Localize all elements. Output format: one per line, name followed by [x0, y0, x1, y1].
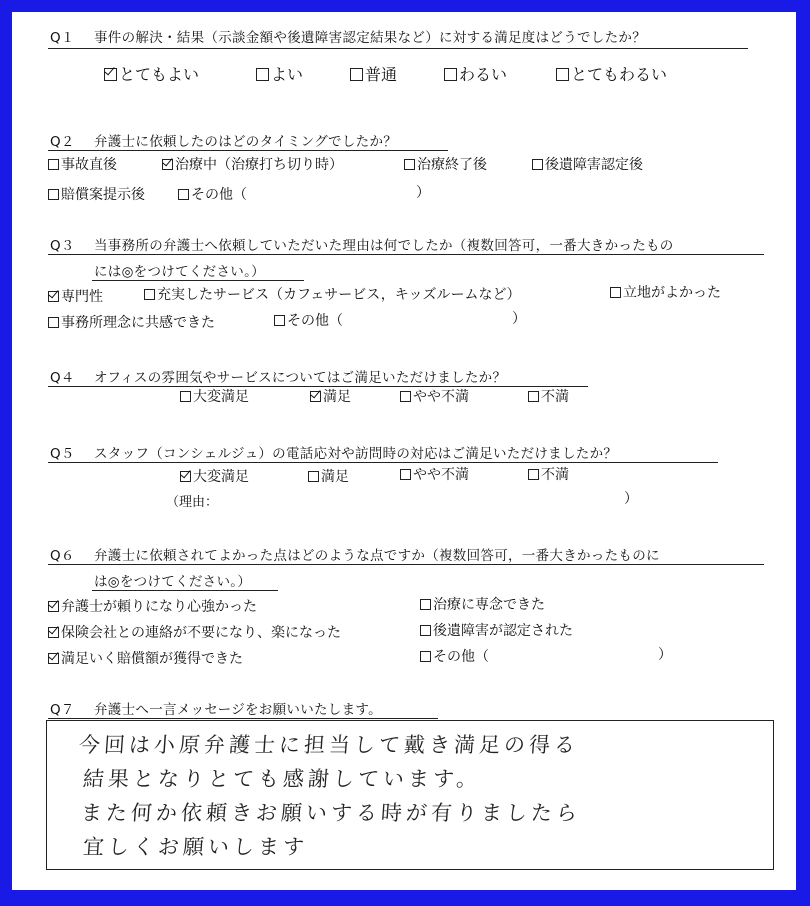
option-label: 満足 [323, 389, 351, 405]
q5-option-very-satisfied[interactable] [180, 468, 249, 486]
question-underline [48, 254, 764, 255]
checkbox-checked[interactable] [48, 291, 59, 302]
question-4 [50, 366, 506, 386]
checkbox-checked[interactable] [180, 471, 191, 482]
question-underline [48, 386, 588, 387]
q4-option-somewhat-dissatisfied[interactable] [400, 388, 469, 406]
option-label: やや不満 [413, 389, 469, 405]
option-label: 大変満足 [193, 469, 249, 485]
question-number: Q７ [50, 702, 75, 718]
option-label: とてもわるい [571, 65, 668, 84]
q5-option-dissatisfied[interactable] [528, 466, 569, 484]
option-label: 後遺障害が認定された [433, 623, 573, 639]
message-box[interactable] [46, 720, 774, 870]
question-text: 弁護士へ一言メッセージをお願いいたします。 [94, 702, 382, 718]
q1-option-bad[interactable] [444, 66, 507, 84]
question-text: 弁護士に依頼したのはどのタイミングでしたか？ [94, 134, 398, 150]
question-text: スタッフ（コンシェルジュ）の電話応対や訪問時の対応はご満足いただけましたか？ [94, 446, 618, 462]
checkbox[interactable] [308, 471, 319, 482]
checkbox[interactable] [528, 469, 539, 480]
option-label: その他（ [191, 187, 247, 203]
q6-option-other[interactable] [420, 648, 489, 666]
close-paren: ） [416, 185, 430, 201]
close-paren: ） [512, 311, 526, 327]
q4-option-dissatisfied[interactable] [528, 388, 569, 406]
option-label: 満足 [321, 469, 349, 485]
option-label: 専門性 [61, 289, 103, 305]
question-text: 当事務所の弁護士へ依頼していただいた理由は何でしたか（複数回答可，一番大きかったもの [94, 238, 674, 254]
question-underline [48, 564, 764, 565]
q2-option-after-treatment[interactable] [404, 156, 487, 174]
checkbox[interactable] [420, 599, 431, 610]
question-text: 弁護士に依頼されてよかった点はどのような点ですか（複数回答可，一番大きかったものに [94, 548, 660, 564]
q2-option-other[interactable] [178, 186, 247, 204]
close-paren: ） [658, 647, 672, 663]
option-label: その他（ [433, 649, 489, 665]
question-underline [48, 718, 438, 719]
checkbox[interactable] [420, 625, 431, 636]
question-number: Q５ [50, 446, 75, 462]
option-label: 賠償案提示後 [61, 187, 145, 203]
q3-option-other[interactable] [274, 312, 343, 330]
question-text: 事件の解決・結果（示談金額や後遺障害認定結果など）に対する満足度はどうでしたか？ [94, 30, 646, 46]
question-underline [48, 462, 718, 463]
option-label: とてもよい [119, 65, 200, 84]
option-label: 普通 [365, 65, 398, 84]
q5-option-satisfied[interactable] [308, 468, 349, 486]
checkbox[interactable] [400, 469, 411, 480]
checkbox-checked[interactable] [48, 601, 59, 612]
question-underline [92, 280, 304, 281]
q6-option-disability-certified[interactable] [420, 622, 573, 640]
question-2 [50, 130, 397, 150]
question-1 [50, 26, 646, 46]
option-label: 弁護士が頼りになり心強かった [61, 599, 257, 615]
q1-option-very-bad[interactable] [556, 66, 667, 84]
checkbox[interactable] [178, 189, 189, 200]
checkbox[interactable] [556, 68, 569, 81]
option-label: 充実したサービス（カフェサービス，キッズルームなど） [157, 287, 521, 303]
q3-option-expertise[interactable] [48, 288, 103, 306]
q3-option-location[interactable] [610, 284, 721, 302]
q1-option-very-good[interactable] [104, 66, 199, 84]
checkbox[interactable] [180, 391, 191, 402]
checkbox-checked[interactable] [162, 159, 173, 170]
question-underline [48, 150, 448, 151]
checkbox[interactable] [610, 287, 621, 298]
checkbox[interactable] [274, 315, 285, 326]
question-6-line-2: は◎をつけてください。） [94, 574, 252, 590]
survey-sheet [12, 12, 796, 890]
q6-option-satisfying-compensation[interactable] [48, 650, 243, 668]
q1-option-normal[interactable] [350, 66, 397, 84]
question-3-line-2: には◎をつけてください。） [94, 264, 265, 280]
option-label: 立地がよかった [623, 285, 721, 301]
q2-option-right-after-accident[interactable] [48, 156, 117, 174]
q2-option-during-treatment[interactable] [162, 156, 343, 174]
checkbox[interactable] [350, 68, 363, 81]
question-number: Q２ [50, 134, 75, 150]
checkbox-checked[interactable] [104, 68, 117, 81]
message-line: 今回は小原弁護士に担当して戴き満足の得る [78, 733, 580, 757]
option-label: 満足いく賠償額が獲得できた [61, 651, 243, 667]
question-number: Q４ [50, 370, 75, 386]
checkbox[interactable] [144, 289, 155, 300]
message-line: 宜しくお願いします [82, 835, 309, 859]
option-label: 事務所理念に共感できた [61, 315, 215, 331]
reason-label: （理由： [166, 495, 219, 510]
question-number: Q６ [50, 548, 75, 564]
option-label: わるい [459, 65, 508, 84]
option-label: 不満 [541, 389, 569, 405]
question-6 [50, 544, 660, 564]
option-label: 不満 [541, 467, 569, 483]
message-line: また何か依頼きお願いする時が有りましたら [80, 801, 582, 825]
option-label: 後遺障害認定後 [545, 157, 643, 173]
checkbox-checked[interactable] [310, 391, 321, 402]
option-label: よい [271, 65, 304, 84]
option-label: 保険会社との連絡が不要になり、楽になった [61, 625, 341, 641]
option-label: 治療終了後 [417, 157, 487, 173]
checkbox[interactable] [48, 189, 59, 200]
checkbox[interactable] [444, 68, 457, 81]
checkbox[interactable] [48, 317, 59, 328]
checkbox[interactable] [528, 391, 539, 402]
q4-option-very-satisfied[interactable] [180, 388, 249, 406]
close-paren: ） [624, 491, 638, 507]
q1-option-good[interactable] [256, 66, 303, 84]
option-label: その他（ [287, 313, 343, 329]
q6-option-reliable-lawyer[interactable] [48, 598, 257, 616]
checkbox[interactable] [532, 159, 543, 170]
question-3 [50, 234, 674, 254]
q6-option-focus-on-treatment[interactable] [420, 596, 545, 614]
checkbox[interactable] [256, 68, 269, 81]
message-line: 結果となりとても感謝しています。 [82, 767, 483, 791]
question-number: Q１ [50, 30, 75, 46]
option-label: やや不満 [413, 467, 469, 483]
question-underline [48, 48, 748, 49]
option-label: 治療中（治療打ち切り時） [175, 157, 343, 173]
question-number: Q３ [50, 238, 75, 254]
q2-option-after-disability-cert[interactable] [532, 156, 643, 174]
q3-option-services[interactable] [144, 286, 520, 304]
q2-option-after-settlement-offer[interactable] [48, 186, 145, 204]
checkbox-checked[interactable] [48, 653, 59, 664]
question-5 [50, 442, 617, 462]
checkbox[interactable] [48, 159, 59, 170]
checkbox[interactable] [400, 391, 411, 402]
question-7 [50, 698, 382, 718]
question-text: オフィスの雰囲気やサービスについてはご満足いただけましたか？ [94, 370, 507, 386]
q6-option-no-insurer-contact[interactable] [48, 624, 341, 642]
question-underline [92, 590, 278, 591]
q5-option-somewhat-dissatisfied[interactable] [400, 466, 469, 484]
q3-option-philosophy[interactable] [48, 314, 215, 332]
checkbox[interactable] [420, 651, 431, 662]
checkbox[interactable] [404, 159, 415, 170]
option-label: 大変満足 [193, 389, 249, 405]
checkbox-checked[interactable] [48, 627, 59, 638]
option-label: 治療に専念できた [433, 597, 545, 613]
q4-option-satisfied[interactable] [310, 388, 351, 406]
option-label: 事故直後 [61, 157, 117, 173]
